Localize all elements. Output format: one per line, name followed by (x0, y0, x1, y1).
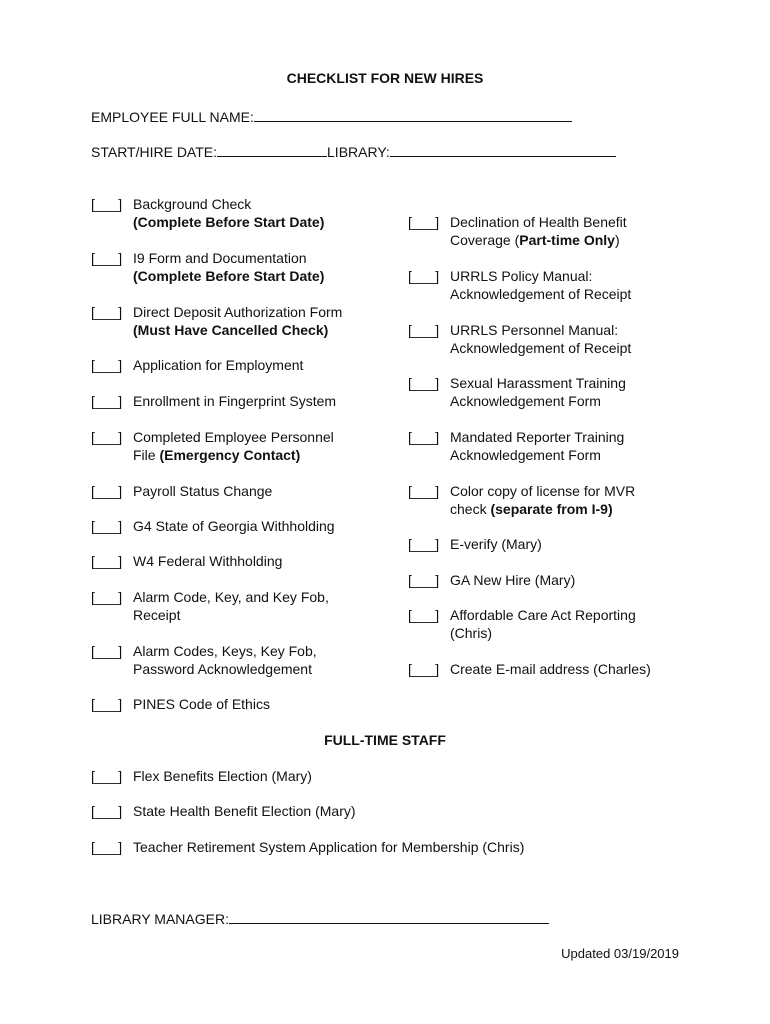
checkbox-blank[interactable]: [___] (91, 250, 123, 266)
checklist-item (91, 767, 312, 785)
checkbox-blank[interactable]: [___] (408, 572, 440, 588)
item-label: Mandated Reporter Training (450, 429, 625, 445)
checklist-item (408, 374, 626, 410)
item-label: Direct Deposit Authorization Form (133, 304, 343, 320)
item-note-bold: (Emergency Contact) (159, 447, 301, 463)
checkbox-blank[interactable]: [___] (91, 518, 123, 534)
checkbox-blank[interactable]: [___] (91, 803, 123, 819)
item-label-continued: Acknowledgement of Receipt (450, 286, 632, 302)
checklist-item (91, 195, 324, 231)
checklist-item (408, 428, 624, 464)
checkbox-blank[interactable]: [___] (91, 393, 123, 409)
checkbox-blank[interactable]: [___] (91, 357, 123, 373)
employee-name-field[interactable] (254, 108, 572, 122)
checklist-item (408, 213, 627, 249)
library-label: LIBRARY: (327, 144, 390, 160)
checklist-item (91, 695, 270, 713)
item-label: Application for Employment (133, 357, 304, 373)
item-label: Declination of Health Benefit (450, 214, 627, 230)
checkbox-blank[interactable]: [___] (91, 839, 123, 855)
checkbox-blank[interactable]: [___] (408, 536, 440, 552)
checklist-item (91, 588, 329, 624)
checklist-item (91, 642, 317, 678)
updated-date: Updated 03/19/2019 (561, 946, 679, 961)
item-label: W4 Federal Withholding (133, 553, 283, 569)
item-label: URRLS Personnel Manual: (450, 322, 619, 338)
item-label: Completed Employee Personnel (133, 429, 334, 445)
item-note-bold: (Complete Before Start Date) (133, 214, 325, 230)
manager-label: LIBRARY MANAGER: (91, 911, 229, 927)
checkbox-blank[interactable]: [___] (91, 696, 123, 712)
checkbox-blank[interactable]: [___] (91, 553, 123, 569)
checklist-item (408, 267, 631, 303)
checkbox-blank[interactable]: [___] (408, 268, 440, 284)
checklist-item (91, 482, 272, 500)
item-label: State Health Benefit Election (Mary) (133, 803, 356, 819)
item-label: Alarm Codes, Keys, Key Fob, (133, 643, 317, 659)
item-label: Payroll Status Change (133, 483, 273, 499)
date-library-row (91, 143, 616, 161)
item-label-tail: ) (614, 232, 620, 248)
checklist-item (91, 428, 334, 464)
checkbox-blank[interactable]: [___] (408, 483, 440, 499)
item-note-bold: (Must Have Cancelled Check) (133, 322, 329, 338)
manager-row (91, 910, 549, 928)
checkbox-blank[interactable]: [___] (91, 196, 123, 212)
item-label: G4 State of Georgia Withholding (133, 518, 335, 534)
item-label-continued: Coverage ( (450, 232, 520, 248)
item-label: Affordable Care Act Reporting (450, 607, 636, 623)
checkbox-blank[interactable]: [___] (91, 304, 123, 320)
library-field[interactable] (390, 143, 616, 157)
checkbox-blank[interactable]: [___] (91, 483, 123, 499)
checklist-item (91, 249, 324, 285)
item-label: I9 Form and Documentation (133, 250, 307, 266)
item-label-continued: check (450, 501, 491, 517)
item-label: Color copy of license for MVR (450, 483, 636, 499)
checkbox-blank[interactable]: [___] (408, 322, 440, 338)
item-label-continued: Password Acknowledgement (133, 661, 312, 677)
item-label: Alarm Code, Key, and Key Fob, (133, 589, 329, 605)
item-label: URRLS Policy Manual: (450, 268, 593, 284)
checklist-item (408, 482, 635, 518)
item-label-continued: Acknowledgement Form (450, 447, 601, 463)
checkbox-blank[interactable]: [___] (408, 375, 440, 391)
start-date-field[interactable] (217, 143, 327, 157)
checklist-item (408, 660, 651, 678)
checklist-item (91, 356, 303, 374)
item-label-continued: File (133, 447, 160, 463)
item-label: Background Check (133, 196, 252, 212)
checkbox-blank[interactable]: [___] (408, 429, 440, 445)
employee-name-row (91, 108, 572, 126)
checklist-item (408, 571, 575, 589)
item-label-continued: Acknowledgement Form (450, 393, 601, 409)
checklist-item (408, 606, 636, 642)
item-label-continued: Acknowledgement of Receipt (450, 340, 632, 356)
checkbox-blank[interactable]: [___] (91, 589, 123, 605)
item-label: E-verify (Mary) (450, 536, 542, 552)
start-date-label: START/HIRE DATE: (91, 144, 218, 160)
item-label: Enrollment in Fingerprint System (133, 393, 337, 409)
item-note-bold: Part-time Only (519, 232, 615, 248)
checkbox-blank[interactable]: [___] (408, 214, 440, 230)
document-title: CHECKLIST FOR NEW HIRES (286, 70, 484, 86)
item-label: GA New Hire (Mary) (450, 572, 576, 588)
checklist-item (91, 552, 282, 570)
item-label: PINES Code of Ethics (133, 696, 270, 712)
item-label: Flex Benefits Election (Mary) (133, 768, 312, 784)
item-note-bold: (separate from I-9) (490, 501, 613, 517)
checklist-item (91, 392, 336, 410)
checklist-item (408, 535, 542, 553)
item-label: Sexual Harassment Training (450, 375, 626, 391)
manager-signature-field[interactable] (229, 910, 549, 924)
checklist-item (91, 838, 524, 856)
employee-name-label: EMPLOYEE FULL NAME: (91, 109, 254, 125)
checklist-item (91, 517, 335, 535)
item-note-bold: (Complete Before Start Date) (133, 268, 325, 284)
checklist-item (408, 321, 631, 357)
item-label-continued: (Chris) (450, 625, 492, 641)
checkbox-blank[interactable]: [___] (408, 607, 440, 623)
item-label-continued: Receipt (133, 607, 181, 623)
checklist-item (91, 303, 342, 339)
fulltime-heading: FULL-TIME STAFF (324, 732, 446, 748)
checkbox-blank[interactable]: [___] (91, 643, 123, 659)
checkbox-blank[interactable]: [___] (408, 661, 440, 677)
checkbox-blank[interactable]: [___] (91, 768, 123, 784)
item-label: Create E-mail address (Charles) (450, 661, 651, 677)
item-label: Teacher Retirement System Application for Membership (Chris) (133, 839, 525, 855)
checklist-item (91, 802, 356, 820)
checkbox-blank[interactable]: [___] (91, 429, 123, 445)
